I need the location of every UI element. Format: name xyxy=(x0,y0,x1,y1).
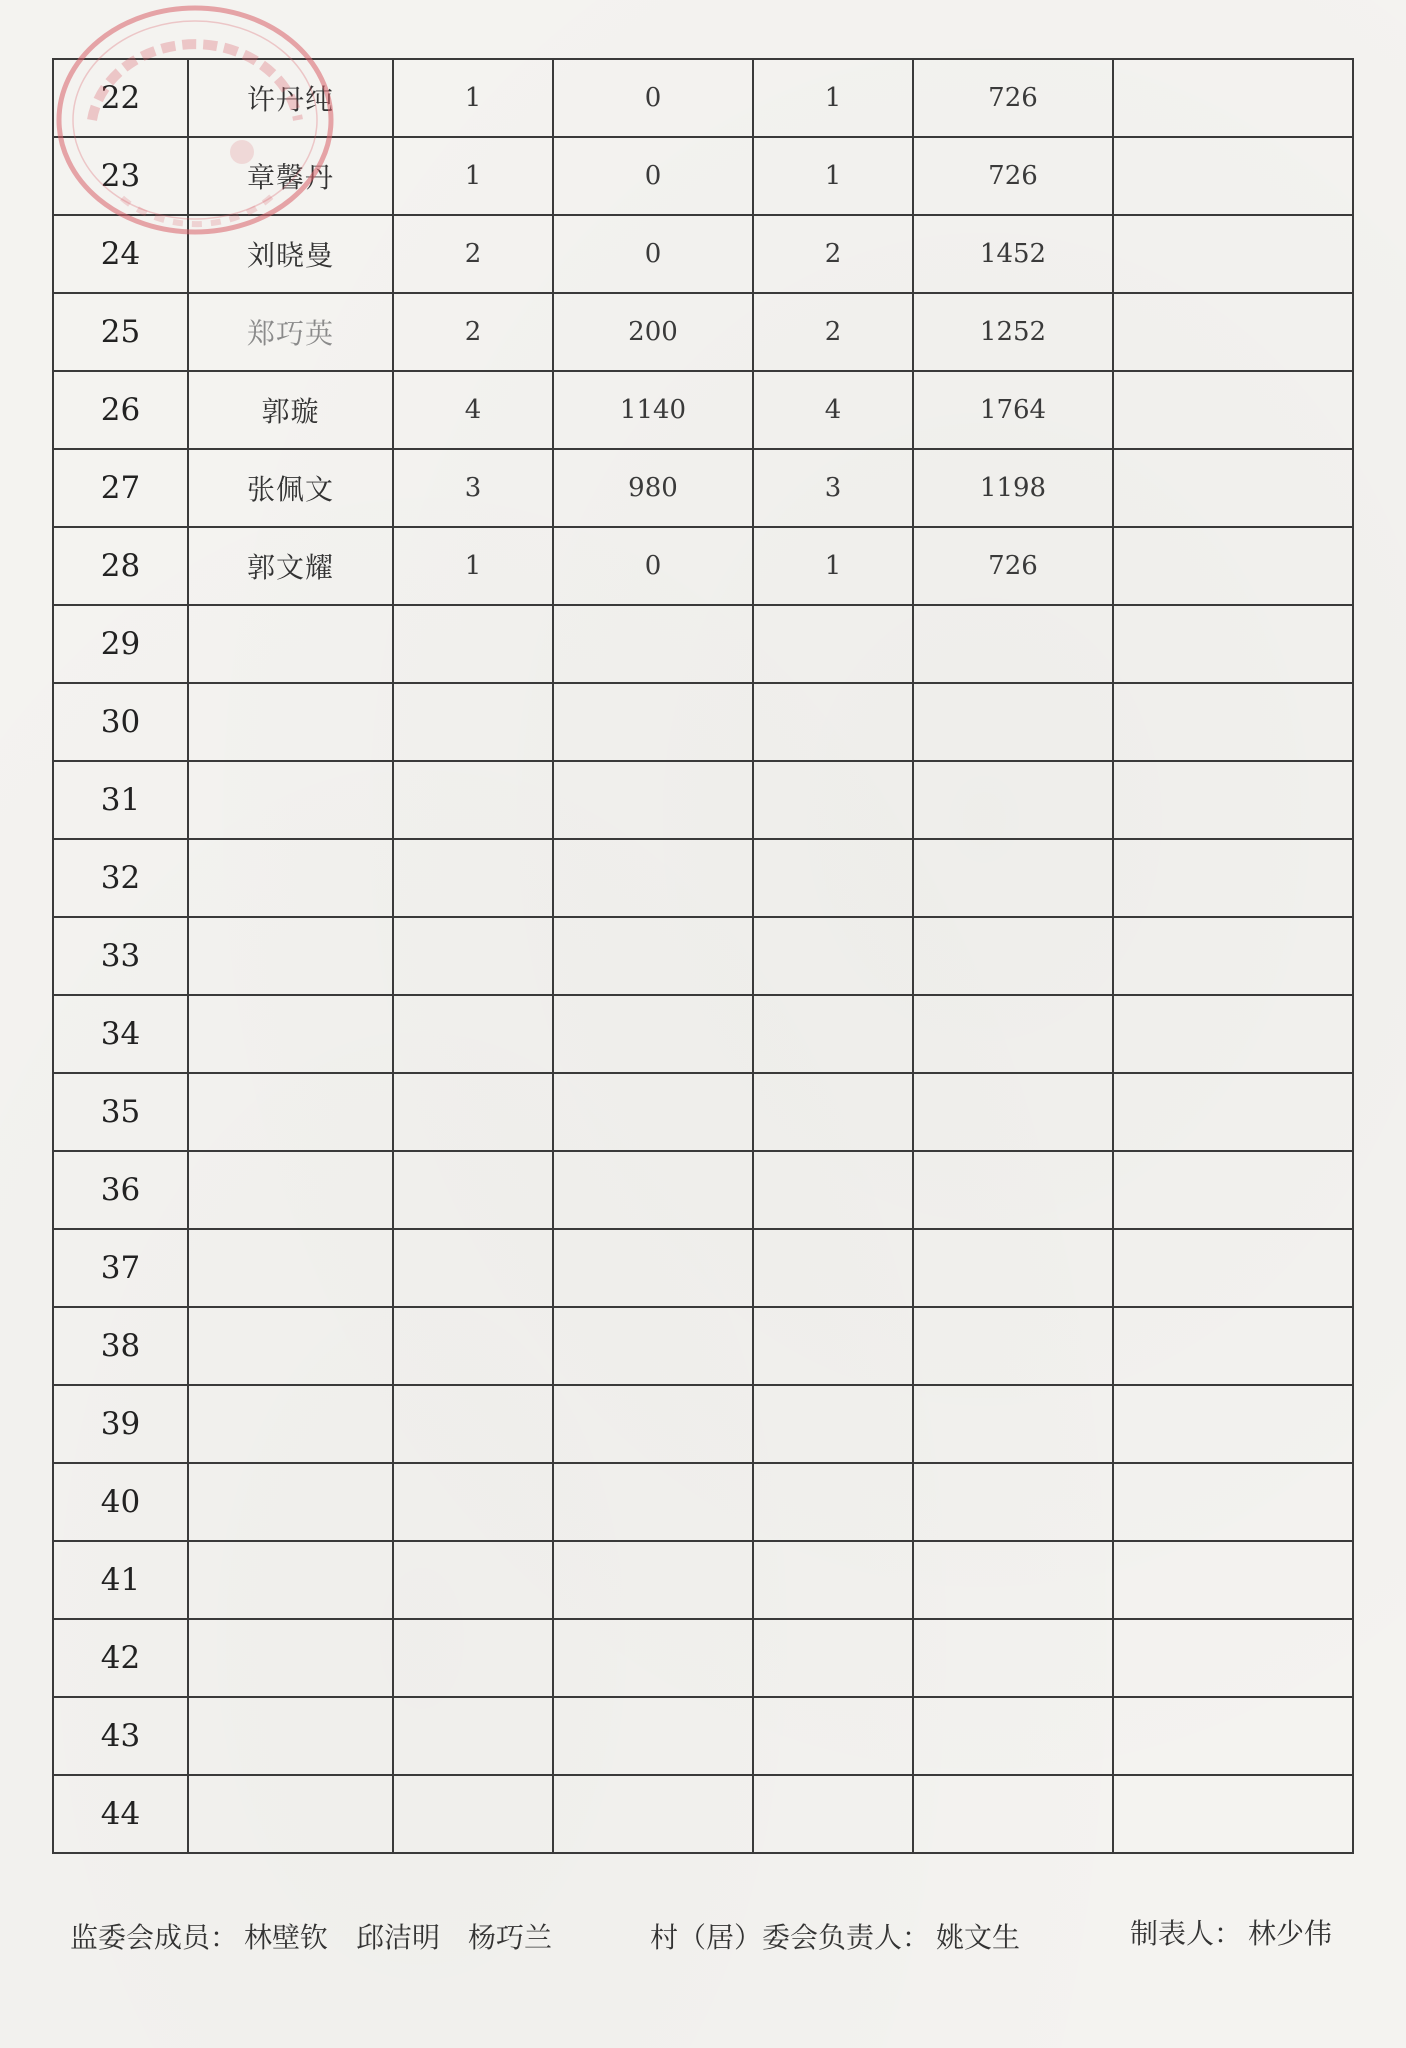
income-cell xyxy=(553,761,753,839)
income-cell xyxy=(553,683,753,761)
income-cell xyxy=(553,1775,753,1853)
amount-cell xyxy=(913,1073,1113,1151)
table-row xyxy=(53,1697,1353,1775)
table-row xyxy=(53,761,1353,839)
member-count-cell xyxy=(753,1775,913,1853)
amount-cell xyxy=(913,1541,1113,1619)
household-count-cell xyxy=(393,1385,553,1463)
name-cell xyxy=(188,917,393,995)
household-count-cell xyxy=(393,917,553,995)
remarks-cell xyxy=(1113,1229,1353,1307)
income-cell: 0 xyxy=(553,59,753,137)
remarks-cell xyxy=(1113,839,1353,917)
name-cell xyxy=(188,1073,393,1151)
row-index-cell: 39 xyxy=(53,1385,188,1463)
income-cell xyxy=(553,1307,753,1385)
amount-cell xyxy=(913,1619,1113,1697)
committee-label: 村（居）委会负责人： xyxy=(650,1921,931,1954)
table-row xyxy=(53,1073,1353,1151)
remarks-cell xyxy=(1113,215,1353,293)
row-index-cell: 43 xyxy=(53,1697,188,1775)
row-index-cell: 41 xyxy=(53,1541,188,1619)
name-cell xyxy=(188,1619,393,1697)
household-count-cell: 3 xyxy=(393,449,553,527)
row-index-cell: 42 xyxy=(53,1619,188,1697)
supervisor-name: 林壁钦 xyxy=(244,1921,329,1954)
table-row xyxy=(53,1385,1353,1463)
row-index-cell: 27 xyxy=(53,449,188,527)
roster-body xyxy=(53,59,1353,1853)
amount-cell xyxy=(913,605,1113,683)
name-cell xyxy=(188,683,393,761)
row-index-cell: 37 xyxy=(53,1229,188,1307)
preparer-group xyxy=(1130,1912,1338,1952)
amount-cell: 1452 xyxy=(913,215,1113,293)
name-cell xyxy=(188,1385,393,1463)
table-row xyxy=(53,839,1353,917)
row-index-cell: 40 xyxy=(53,1463,188,1541)
household-count-cell: 1 xyxy=(393,59,553,137)
table-row xyxy=(53,1541,1353,1619)
household-count-cell: 1 xyxy=(393,527,553,605)
remarks-cell xyxy=(1113,527,1353,605)
name-cell xyxy=(188,1775,393,1853)
amount-cell xyxy=(913,839,1113,917)
member-count-cell xyxy=(753,1073,913,1151)
table-row xyxy=(53,995,1353,1073)
row-index-cell: 33 xyxy=(53,917,188,995)
name-cell: 张佩文 xyxy=(188,449,393,527)
remarks-cell xyxy=(1113,371,1353,449)
amount-cell: 1252 xyxy=(913,293,1113,371)
amount-cell xyxy=(913,1307,1113,1385)
household-count-cell xyxy=(393,761,553,839)
row-index-cell: 26 xyxy=(53,371,188,449)
table-row xyxy=(53,683,1353,761)
amount-cell xyxy=(913,761,1113,839)
name-cell xyxy=(188,761,393,839)
household-count-cell xyxy=(393,1463,553,1541)
member-count-cell xyxy=(753,1463,913,1541)
income-cell: 200 xyxy=(553,293,753,371)
amount-cell xyxy=(913,1463,1113,1541)
row-index-cell: 35 xyxy=(53,1073,188,1151)
income-cell: 980 xyxy=(553,449,753,527)
household-count-cell xyxy=(393,683,553,761)
committee-head-name: 姚文生 xyxy=(936,1921,1021,1954)
amount-cell xyxy=(913,1775,1113,1853)
supervisors-group xyxy=(70,1916,558,1956)
name-cell: 章馨丹 xyxy=(188,137,393,215)
member-count-cell xyxy=(753,995,913,1073)
table-row xyxy=(53,527,1353,605)
name-cell xyxy=(188,1151,393,1229)
member-count-cell xyxy=(753,1619,913,1697)
remarks-cell xyxy=(1113,293,1353,371)
table-row xyxy=(53,1619,1353,1697)
name-cell xyxy=(188,1463,393,1541)
income-cell xyxy=(553,839,753,917)
household-count-cell xyxy=(393,1229,553,1307)
name-cell: 刘晓曼 xyxy=(188,215,393,293)
member-count-cell xyxy=(753,761,913,839)
preparer-name: 林少伟 xyxy=(1248,1917,1333,1950)
remarks-cell xyxy=(1113,1073,1353,1151)
remarks-cell xyxy=(1113,1385,1353,1463)
row-index-cell: 30 xyxy=(53,683,188,761)
household-count-cell: 4 xyxy=(393,371,553,449)
table-row xyxy=(53,605,1353,683)
remarks-cell xyxy=(1113,761,1353,839)
remarks-cell xyxy=(1113,605,1353,683)
amount-cell: 726 xyxy=(913,59,1113,137)
name-cell xyxy=(188,1541,393,1619)
name-cell xyxy=(188,995,393,1073)
supervisors-label: 监委会成员： xyxy=(70,1921,239,1954)
member-count-cell xyxy=(753,1151,913,1229)
row-index-cell: 44 xyxy=(53,1775,188,1853)
supervisor-name: 杨巧兰 xyxy=(468,1921,553,1954)
table-row xyxy=(53,371,1353,449)
remarks-cell xyxy=(1113,1541,1353,1619)
income-cell xyxy=(553,1229,753,1307)
supervisor-name: 邱洁明 xyxy=(356,1921,441,1954)
member-count-cell xyxy=(753,1385,913,1463)
name-cell: 许丹纯 xyxy=(188,59,393,137)
remarks-cell xyxy=(1113,1463,1353,1541)
household-count-cell xyxy=(393,1307,553,1385)
member-count-cell xyxy=(753,917,913,995)
member-count-cell xyxy=(753,683,913,761)
name-cell xyxy=(188,605,393,683)
income-cell: 0 xyxy=(553,137,753,215)
remarks-cell xyxy=(1113,1775,1353,1853)
household-count-cell xyxy=(393,1151,553,1229)
remarks-cell xyxy=(1113,917,1353,995)
table-row xyxy=(53,215,1353,293)
income-cell xyxy=(553,1541,753,1619)
amount-cell xyxy=(913,995,1113,1073)
table-row xyxy=(53,59,1353,137)
name-cell xyxy=(188,1697,393,1775)
household-count-cell: 1 xyxy=(393,137,553,215)
amount-cell: 726 xyxy=(913,527,1113,605)
member-count-cell xyxy=(753,1697,913,1775)
remarks-cell xyxy=(1113,683,1353,761)
name-cell xyxy=(188,1229,393,1307)
remarks-cell xyxy=(1113,137,1353,215)
row-index-cell: 36 xyxy=(53,1151,188,1229)
amount-cell xyxy=(913,683,1113,761)
income-cell xyxy=(553,1619,753,1697)
remarks-cell xyxy=(1113,1151,1353,1229)
name-cell xyxy=(188,839,393,917)
row-index-cell: 24 xyxy=(53,215,188,293)
member-count-cell: 2 xyxy=(753,293,913,371)
household-count-cell: 2 xyxy=(393,293,553,371)
member-count-cell xyxy=(753,1541,913,1619)
income-cell: 0 xyxy=(553,215,753,293)
income-cell: 0 xyxy=(553,527,753,605)
amount-cell xyxy=(913,917,1113,995)
remarks-cell xyxy=(1113,1619,1353,1697)
income-cell xyxy=(553,605,753,683)
amount-cell xyxy=(913,1697,1113,1775)
member-count-cell: 2 xyxy=(753,215,913,293)
income-cell xyxy=(553,995,753,1073)
household-count-cell: 2 xyxy=(393,215,553,293)
household-count-cell xyxy=(393,1619,553,1697)
signature-footer xyxy=(70,1916,1350,1960)
member-count-cell xyxy=(753,839,913,917)
preparer-label: 制表人： xyxy=(1130,1917,1243,1950)
table-row xyxy=(53,137,1353,215)
table-row xyxy=(53,1775,1353,1853)
row-index-cell: 23 xyxy=(53,137,188,215)
member-count-cell: 1 xyxy=(753,59,913,137)
income-cell xyxy=(553,1385,753,1463)
name-cell: 郑巧英 xyxy=(188,293,393,371)
household-count-cell xyxy=(393,1775,553,1853)
member-count-cell: 3 xyxy=(753,449,913,527)
member-count-cell xyxy=(753,1307,913,1385)
amount-cell xyxy=(913,1385,1113,1463)
member-count-cell xyxy=(753,605,913,683)
table-row xyxy=(53,1151,1353,1229)
table-row xyxy=(53,1463,1353,1541)
household-count-cell xyxy=(393,995,553,1073)
income-cell: 1140 xyxy=(553,371,753,449)
member-count-cell: 1 xyxy=(753,137,913,215)
row-index-cell: 34 xyxy=(53,995,188,1073)
amount-cell xyxy=(913,1151,1113,1229)
row-index-cell: 31 xyxy=(53,761,188,839)
amount-cell: 1764 xyxy=(913,371,1113,449)
member-count-cell xyxy=(753,1229,913,1307)
row-index-cell: 38 xyxy=(53,1307,188,1385)
income-cell xyxy=(553,1151,753,1229)
table-row xyxy=(53,1307,1353,1385)
income-cell xyxy=(553,1697,753,1775)
table-row xyxy=(53,1229,1353,1307)
member-count-cell: 1 xyxy=(753,527,913,605)
income-cell xyxy=(553,1463,753,1541)
table-row xyxy=(53,293,1353,371)
committee-group xyxy=(650,1916,1026,1956)
table-row xyxy=(53,917,1353,995)
name-cell: 郭璇 xyxy=(188,371,393,449)
name-cell: 郭文耀 xyxy=(188,527,393,605)
income-cell xyxy=(553,917,753,995)
remarks-cell xyxy=(1113,995,1353,1073)
household-count-cell xyxy=(393,1541,553,1619)
row-index-cell: 32 xyxy=(53,839,188,917)
row-index-cell: 29 xyxy=(53,605,188,683)
income-cell xyxy=(553,1073,753,1151)
remarks-cell xyxy=(1113,1307,1353,1385)
row-index-cell: 22 xyxy=(53,59,188,137)
household-count-cell xyxy=(393,1697,553,1775)
member-count-cell: 4 xyxy=(753,371,913,449)
table-row xyxy=(53,449,1353,527)
name-cell xyxy=(188,1307,393,1385)
amount-cell xyxy=(913,1229,1113,1307)
household-count-cell xyxy=(393,839,553,917)
remarks-cell xyxy=(1113,1697,1353,1775)
row-index-cell: 25 xyxy=(53,293,188,371)
household-count-cell xyxy=(393,605,553,683)
amount-cell: 1198 xyxy=(913,449,1113,527)
remarks-cell xyxy=(1113,449,1353,527)
household-count-cell xyxy=(393,1073,553,1151)
row-index-cell: 28 xyxy=(53,527,188,605)
remarks-cell xyxy=(1113,59,1353,137)
amount-cell: 726 xyxy=(913,137,1113,215)
roster-table xyxy=(52,58,1354,1854)
